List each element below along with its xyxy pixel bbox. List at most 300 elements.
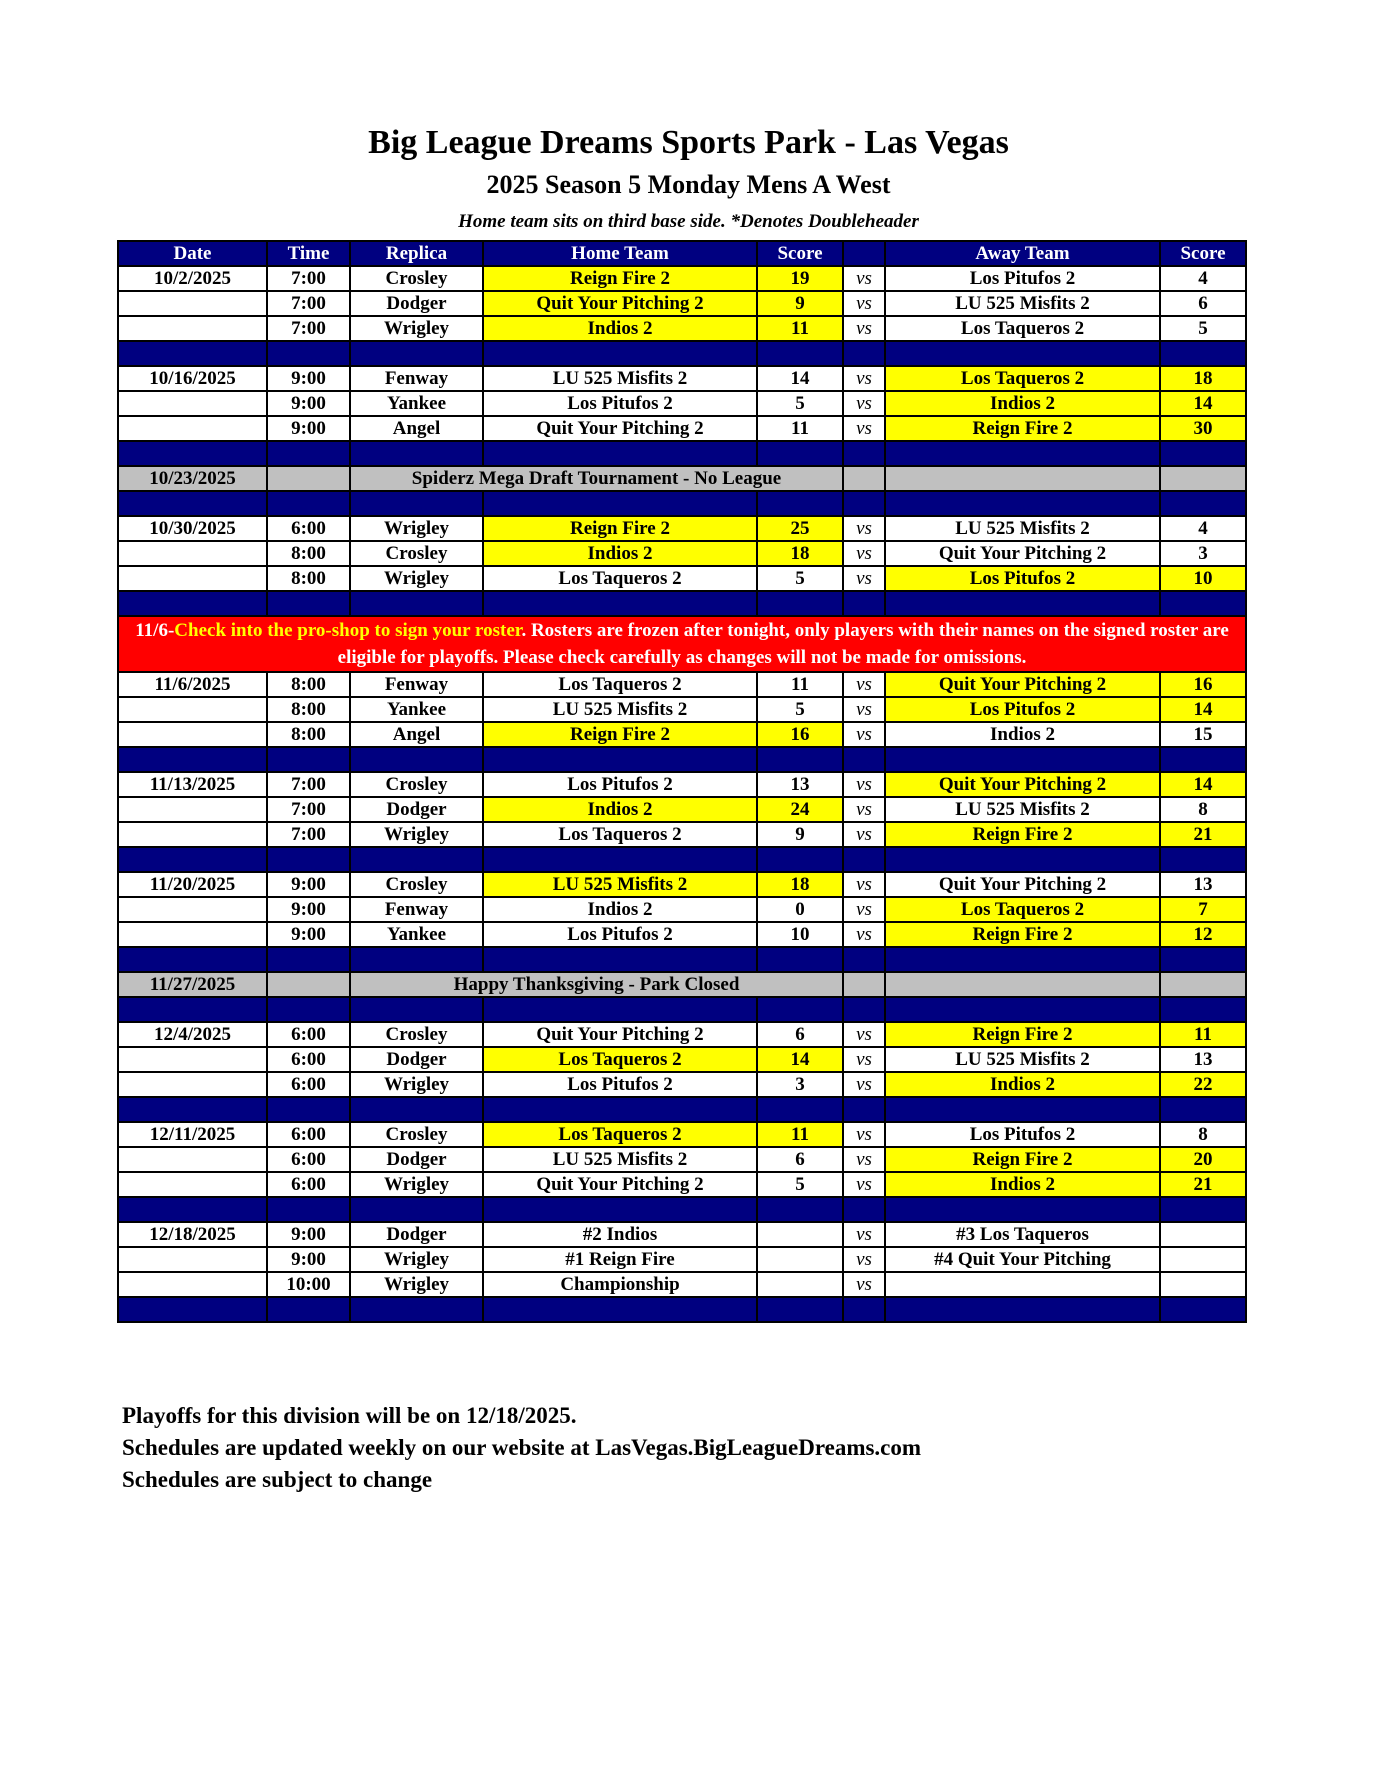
vs-cell: vs	[843, 872, 885, 897]
time-cell: 9:00	[267, 872, 350, 897]
divider-cell	[757, 1297, 843, 1322]
date-cell: 11/13/2025	[118, 772, 267, 797]
replica-field-cell: Angel	[350, 722, 483, 747]
away-score-cell: 13	[1160, 872, 1246, 897]
game-row	[118, 541, 1246, 566]
home-team-cell: Indios 2	[483, 316, 757, 341]
vs-cell: vs	[843, 566, 885, 591]
game-row	[118, 697, 1246, 722]
home-score-cell: 9	[757, 822, 843, 847]
home-team-cell: Quit Your Pitching 2	[483, 291, 757, 316]
vs-cell: vs	[843, 1022, 885, 1047]
game-row	[118, 772, 1246, 797]
replica-field-cell: Dodger	[350, 1047, 483, 1072]
vs-cell: vs	[843, 1172, 885, 1197]
away-score-cell: 3	[1160, 541, 1246, 566]
vs-cell: vs	[843, 291, 885, 316]
divider-cell	[118, 1197, 267, 1222]
away-team-cell	[885, 1272, 1160, 1297]
home-team-cell: Los Taqueros 2	[483, 672, 757, 697]
vs-cell: vs	[843, 1222, 885, 1247]
away-team-cell: Los Pitufos 2	[885, 566, 1160, 591]
away-score-cell: 14	[1160, 772, 1246, 797]
home-team-cell: LU 525 Misfits 2	[483, 872, 757, 897]
footer-website: Schedules are updated weekly on our website at LasVegas.BigLeagueDreams.com	[122, 1435, 922, 1460]
replica-field-cell: Angel	[350, 416, 483, 441]
home-score-cell: 13	[757, 772, 843, 797]
time-cell: 7:00	[267, 266, 350, 291]
away-score-cell: 8	[1160, 797, 1246, 822]
replica-field-cell: Crosley	[350, 541, 483, 566]
away-team-cell: Reign Fire 2	[885, 822, 1160, 847]
vs-cell	[843, 466, 885, 491]
home-score-cell: 14	[757, 1047, 843, 1072]
divider-cell	[483, 591, 757, 616]
vs-cell: vs	[843, 822, 885, 847]
date-cell	[118, 1247, 267, 1272]
divider-cell	[350, 847, 483, 872]
divider-cell	[267, 747, 350, 772]
home-score-cell: 18	[757, 872, 843, 897]
away-score-cell: 11	[1160, 1022, 1246, 1047]
week-divider	[118, 341, 1246, 366]
divider-cell	[1160, 341, 1246, 366]
game-row	[118, 1272, 1246, 1297]
away-score-cell: 22	[1160, 1072, 1246, 1097]
replica-field-cell: Wrigley	[350, 1272, 483, 1297]
vs-cell	[843, 972, 885, 997]
game-row	[118, 922, 1246, 947]
replica-field-cell: Crosley	[350, 772, 483, 797]
date-cell	[118, 697, 267, 722]
divider-cell	[118, 1297, 267, 1322]
date-cell: 11/6/2025	[118, 672, 267, 697]
home-team-cell: Los Taqueros 2	[483, 822, 757, 847]
replica-field-cell: Fenway	[350, 672, 483, 697]
time-cell: 9:00	[267, 416, 350, 441]
roster-notice	[118, 616, 1246, 672]
divider-cell	[1160, 947, 1246, 972]
home-team-cell: Indios 2	[483, 541, 757, 566]
divider-cell	[118, 847, 267, 872]
divider-cell	[118, 341, 267, 366]
away-team-cell: Los Pitufos 2	[885, 1122, 1160, 1147]
divider-cell	[267, 997, 350, 1022]
divider-cell	[267, 341, 350, 366]
time-cell: 6:00	[267, 1172, 350, 1197]
notice-highlight: Check into the pro-shop to sign your roster	[174, 620, 522, 641]
home-score-cell: 19	[757, 266, 843, 291]
replica-field-cell: Dodger	[350, 1147, 483, 1172]
footer-disclaimer: Schedules are subject to change	[122, 1467, 433, 1492]
divider-cell	[843, 441, 885, 466]
replica-field-cell: Dodger	[350, 797, 483, 822]
time-cell: 8:00	[267, 697, 350, 722]
vs-cell: vs	[843, 1247, 885, 1272]
divider-cell	[350, 341, 483, 366]
away-score-cell: 10	[1160, 566, 1246, 591]
date-cell: 12/18/2025	[118, 1222, 267, 1247]
col-away-score: Score	[1160, 241, 1246, 266]
home-team-cell: Los Pitufos 2	[483, 922, 757, 947]
vs-cell: vs	[843, 316, 885, 341]
home-score-cell: 11	[757, 316, 843, 341]
vs-cell: vs	[843, 541, 885, 566]
time-cell: 10:00	[267, 1272, 350, 1297]
divider-cell	[757, 947, 843, 972]
divider-cell	[757, 1097, 843, 1122]
divider-cell	[757, 591, 843, 616]
divider-cell	[350, 591, 483, 616]
divider-cell	[267, 947, 350, 972]
replica-field-cell: Fenway	[350, 366, 483, 391]
time-cell: 6:00	[267, 516, 350, 541]
away-score-cell: 12	[1160, 922, 1246, 947]
col-home-score: Score	[757, 241, 843, 266]
divider-cell	[843, 947, 885, 972]
divider-cell	[885, 947, 1160, 972]
away-score-cell: 21	[1160, 822, 1246, 847]
home-score-cell	[757, 1272, 843, 1297]
game-row	[118, 797, 1246, 822]
home-score-cell: 9	[757, 291, 843, 316]
home-score-cell: 11	[757, 1122, 843, 1147]
away-score-cell: 20	[1160, 1147, 1246, 1172]
vs-cell: vs	[843, 1147, 885, 1172]
divider-cell	[483, 441, 757, 466]
divider-cell	[1160, 1197, 1246, 1222]
replica-field-cell: Wrigley	[350, 1072, 483, 1097]
away-team-cell: Quit Your Pitching 2	[885, 872, 1160, 897]
time-cell: 6:00	[267, 1047, 350, 1072]
replica-field-cell: Wrigley	[350, 1247, 483, 1272]
home-score-cell: 24	[757, 797, 843, 822]
away-score-cell	[1160, 1222, 1246, 1247]
home-score-cell: 11	[757, 416, 843, 441]
divider-cell	[483, 1197, 757, 1222]
divider-cell	[350, 947, 483, 972]
page-title: Big League Dreams Sports Park - Las Vegas	[368, 124, 1009, 161]
notice-text: . Rosters are frozen after tonight, only players with their names on the signed roster are eligible for playoffs. Please check carefully as changes will not be made for omissions.	[337, 620, 1229, 668]
game-row	[118, 897, 1246, 922]
game-row	[118, 566, 1246, 591]
vs-cell: vs	[843, 416, 885, 441]
divider-cell	[118, 1097, 267, 1122]
home-team-cell: #1 Reign Fire	[483, 1247, 757, 1272]
divider-cell	[118, 491, 267, 516]
divider-cell	[1160, 1097, 1246, 1122]
replica-field-cell: Crosley	[350, 266, 483, 291]
divider-cell	[267, 1197, 350, 1222]
away-score-cell: 18	[1160, 366, 1246, 391]
home-score-cell	[757, 1222, 843, 1247]
home-team-cell: #2 Indios	[483, 1222, 757, 1247]
away-team-cell: Indios 2	[885, 391, 1160, 416]
date-cell	[118, 1147, 267, 1172]
date-cell: 10/23/2025	[118, 466, 267, 491]
home-score-cell: 6	[757, 1147, 843, 1172]
week-divider	[118, 1297, 1246, 1322]
replica-field-cell: Yankee	[350, 697, 483, 722]
divider-cell	[757, 747, 843, 772]
divider-cell	[843, 491, 885, 516]
col-vs	[843, 241, 885, 266]
away-score-cell: 7	[1160, 897, 1246, 922]
divider-cell	[483, 1097, 757, 1122]
closed-message: Happy Thanksgiving - Park Closed	[350, 972, 843, 997]
away-score-cell: 21	[1160, 1172, 1246, 1197]
divider-cell	[118, 747, 267, 772]
home-team-cell: Los Taqueros 2	[483, 1047, 757, 1072]
home-team-cell: Championship	[483, 1272, 757, 1297]
week-divider	[118, 591, 1246, 616]
away-team-cell: Quit Your Pitching 2	[885, 772, 1160, 797]
home-team-cell: Los Pitufos 2	[483, 1072, 757, 1097]
replica-field-cell: Crosley	[350, 1122, 483, 1147]
home-team-cell: Reign Fire 2	[483, 722, 757, 747]
roster-notice-row	[118, 616, 1246, 672]
home-score-cell: 0	[757, 897, 843, 922]
away-team-cell: #3 Los Taqueros	[885, 1222, 1160, 1247]
date-cell: 10/2/2025	[118, 266, 267, 291]
time-cell: 8:00	[267, 541, 350, 566]
vs-cell: vs	[843, 1072, 885, 1097]
divider-cell	[885, 491, 1160, 516]
week-divider	[118, 947, 1246, 972]
replica-field-cell: Wrigley	[350, 1172, 483, 1197]
away-score-cell: 4	[1160, 516, 1246, 541]
vs-cell: vs	[843, 1272, 885, 1297]
away-team-cell: Reign Fire 2	[885, 1022, 1160, 1047]
col-home-team: Home Team	[483, 241, 757, 266]
home-team-cell: Quit Your Pitching 2	[483, 1172, 757, 1197]
replica-field-cell: Wrigley	[350, 822, 483, 847]
away-team-cell: Quit Your Pitching 2	[885, 672, 1160, 697]
time-cell: 7:00	[267, 291, 350, 316]
notice-prefix: 11/6-	[135, 620, 175, 641]
divider-cell	[843, 747, 885, 772]
home-team-cell: Indios 2	[483, 797, 757, 822]
vs-cell: vs	[843, 697, 885, 722]
divider-cell	[350, 1297, 483, 1322]
away-team-cell: Indios 2	[885, 1072, 1160, 1097]
divider-cell	[843, 591, 885, 616]
home-score-cell: 6	[757, 1022, 843, 1047]
divider-cell	[843, 1197, 885, 1222]
home-score-cell: 16	[757, 722, 843, 747]
week-divider	[118, 1197, 1246, 1222]
vs-cell: vs	[843, 897, 885, 922]
away-team-cell: Los Taqueros 2	[885, 366, 1160, 391]
date-cell: 10/30/2025	[118, 516, 267, 541]
page-subtitle: 2025 Season 5 Monday Mens A West	[486, 170, 891, 199]
week-divider	[118, 847, 1246, 872]
time-cell	[267, 972, 350, 997]
away-team-cell: LU 525 Misfits 2	[885, 1047, 1160, 1072]
game-row	[118, 1047, 1246, 1072]
game-row	[118, 316, 1246, 341]
home-team-cell: Quit Your Pitching 2	[483, 1022, 757, 1047]
away-score-cell	[1160, 466, 1246, 491]
away-team-cell: Indios 2	[885, 722, 1160, 747]
replica-field-cell: Wrigley	[350, 516, 483, 541]
footer-playoffs: Playoffs for this division will be on 12/18/2025.	[122, 1403, 577, 1428]
replica-field-cell: Yankee	[350, 391, 483, 416]
game-row	[118, 391, 1246, 416]
vs-cell: vs	[843, 922, 885, 947]
divider-cell	[483, 997, 757, 1022]
time-cell: 7:00	[267, 772, 350, 797]
divider-cell	[757, 491, 843, 516]
time-cell: 7:00	[267, 797, 350, 822]
game-row	[118, 516, 1246, 541]
game-row	[118, 672, 1246, 697]
away-team-cell	[885, 466, 1160, 491]
replica-field-cell: Fenway	[350, 897, 483, 922]
divider-cell	[885, 1097, 1160, 1122]
date-cell	[118, 541, 267, 566]
away-team-cell	[885, 972, 1160, 997]
home-score-cell: 14	[757, 366, 843, 391]
time-cell: 6:00	[267, 1122, 350, 1147]
divider-cell	[350, 491, 483, 516]
game-row	[118, 291, 1246, 316]
divider-cell	[885, 847, 1160, 872]
seating-note: Home team sits on third base side. *Denotes Doubleheader	[458, 211, 919, 232]
home-score-cell: 10	[757, 922, 843, 947]
divider-cell	[483, 947, 757, 972]
date-cell: 11/20/2025	[118, 872, 267, 897]
home-score-cell: 11	[757, 672, 843, 697]
game-row	[118, 722, 1246, 747]
divider-cell	[118, 441, 267, 466]
divider-cell	[1160, 1297, 1246, 1322]
date-cell	[118, 922, 267, 947]
replica-field-cell: Crosley	[350, 872, 483, 897]
divider-cell	[843, 1297, 885, 1322]
away-score-cell: 4	[1160, 266, 1246, 291]
divider-cell	[483, 1297, 757, 1322]
game-row	[118, 1247, 1246, 1272]
divider-cell	[118, 997, 267, 1022]
time-cell: 9:00	[267, 922, 350, 947]
home-score-cell: 5	[757, 566, 843, 591]
away-team-cell: Quit Your Pitching 2	[885, 541, 1160, 566]
game-row	[118, 1072, 1246, 1097]
away-team-cell: LU 525 Misfits 2	[885, 516, 1160, 541]
home-team-cell: Los Taqueros 2	[483, 1122, 757, 1147]
week-divider	[118, 747, 1246, 772]
date-cell: 10/16/2025	[118, 366, 267, 391]
away-score-cell	[1160, 1272, 1246, 1297]
date-cell: 12/11/2025	[118, 1122, 267, 1147]
divider-cell	[885, 441, 1160, 466]
divider-cell	[483, 341, 757, 366]
time-cell: 8:00	[267, 722, 350, 747]
away-score-cell: 15	[1160, 722, 1246, 747]
vs-cell: vs	[843, 1122, 885, 1147]
divider-cell	[885, 1297, 1160, 1322]
time-cell: 6:00	[267, 1022, 350, 1047]
home-team-cell: Indios 2	[483, 897, 757, 922]
home-team-cell: Los Taqueros 2	[483, 566, 757, 591]
vs-cell: vs	[843, 366, 885, 391]
col-date: Date	[118, 241, 267, 266]
divider-cell	[1160, 491, 1246, 516]
away-score-cell: 16	[1160, 672, 1246, 697]
vs-cell: vs	[843, 672, 885, 697]
away-team-cell: Los Pitufos 2	[885, 697, 1160, 722]
divider-cell	[757, 441, 843, 466]
date-cell	[118, 391, 267, 416]
home-team-cell: Los Pitufos 2	[483, 391, 757, 416]
away-team-cell: LU 525 Misfits 2	[885, 797, 1160, 822]
divider-cell	[757, 997, 843, 1022]
game-row	[118, 1172, 1246, 1197]
week-divider	[118, 997, 1246, 1022]
table-header-row	[118, 241, 1246, 266]
no-games-row	[118, 972, 1246, 997]
away-team-cell: Los Pitufos 2	[885, 266, 1160, 291]
replica-field-cell: Wrigley	[350, 566, 483, 591]
divider-cell	[757, 847, 843, 872]
week-divider	[118, 441, 1246, 466]
time-cell: 9:00	[267, 1247, 350, 1272]
divider-cell	[757, 341, 843, 366]
time-cell: 9:00	[267, 897, 350, 922]
away-score-cell: 14	[1160, 697, 1246, 722]
replica-field-cell: Dodger	[350, 291, 483, 316]
divider-cell	[483, 747, 757, 772]
divider-cell	[350, 747, 483, 772]
divider-cell	[118, 947, 267, 972]
away-score-cell: 6	[1160, 291, 1246, 316]
divider-cell	[1160, 997, 1246, 1022]
replica-field-cell: Crosley	[350, 1022, 483, 1047]
home-team-cell: Quit Your Pitching 2	[483, 416, 757, 441]
replica-field-cell: Yankee	[350, 922, 483, 947]
home-team-cell: LU 525 Misfits 2	[483, 1147, 757, 1172]
date-cell	[118, 1272, 267, 1297]
divider-cell	[483, 847, 757, 872]
away-score-cell	[1160, 1247, 1246, 1272]
vs-cell: vs	[843, 797, 885, 822]
col-time: Time	[267, 241, 350, 266]
time-cell: 9:00	[267, 366, 350, 391]
time-cell	[267, 466, 350, 491]
divider-cell	[843, 341, 885, 366]
divider-cell	[267, 1297, 350, 1322]
away-team-cell: Reign Fire 2	[885, 1147, 1160, 1172]
home-score-cell: 18	[757, 541, 843, 566]
divider-cell	[267, 1097, 350, 1122]
home-score-cell: 5	[757, 697, 843, 722]
home-team-cell: LU 525 Misfits 2	[483, 366, 757, 391]
vs-cell: vs	[843, 722, 885, 747]
game-row	[118, 266, 1246, 291]
time-cell: 9:00	[267, 391, 350, 416]
away-team-cell: Reign Fire 2	[885, 922, 1160, 947]
home-team-cell: Reign Fire 2	[483, 516, 757, 541]
game-row	[118, 822, 1246, 847]
home-score-cell	[757, 1247, 843, 1272]
game-row	[118, 872, 1246, 897]
divider-cell	[350, 1197, 483, 1222]
divider-cell	[885, 341, 1160, 366]
col-away-team: Away Team	[885, 241, 1160, 266]
time-cell: 8:00	[267, 566, 350, 591]
divider-cell	[267, 491, 350, 516]
